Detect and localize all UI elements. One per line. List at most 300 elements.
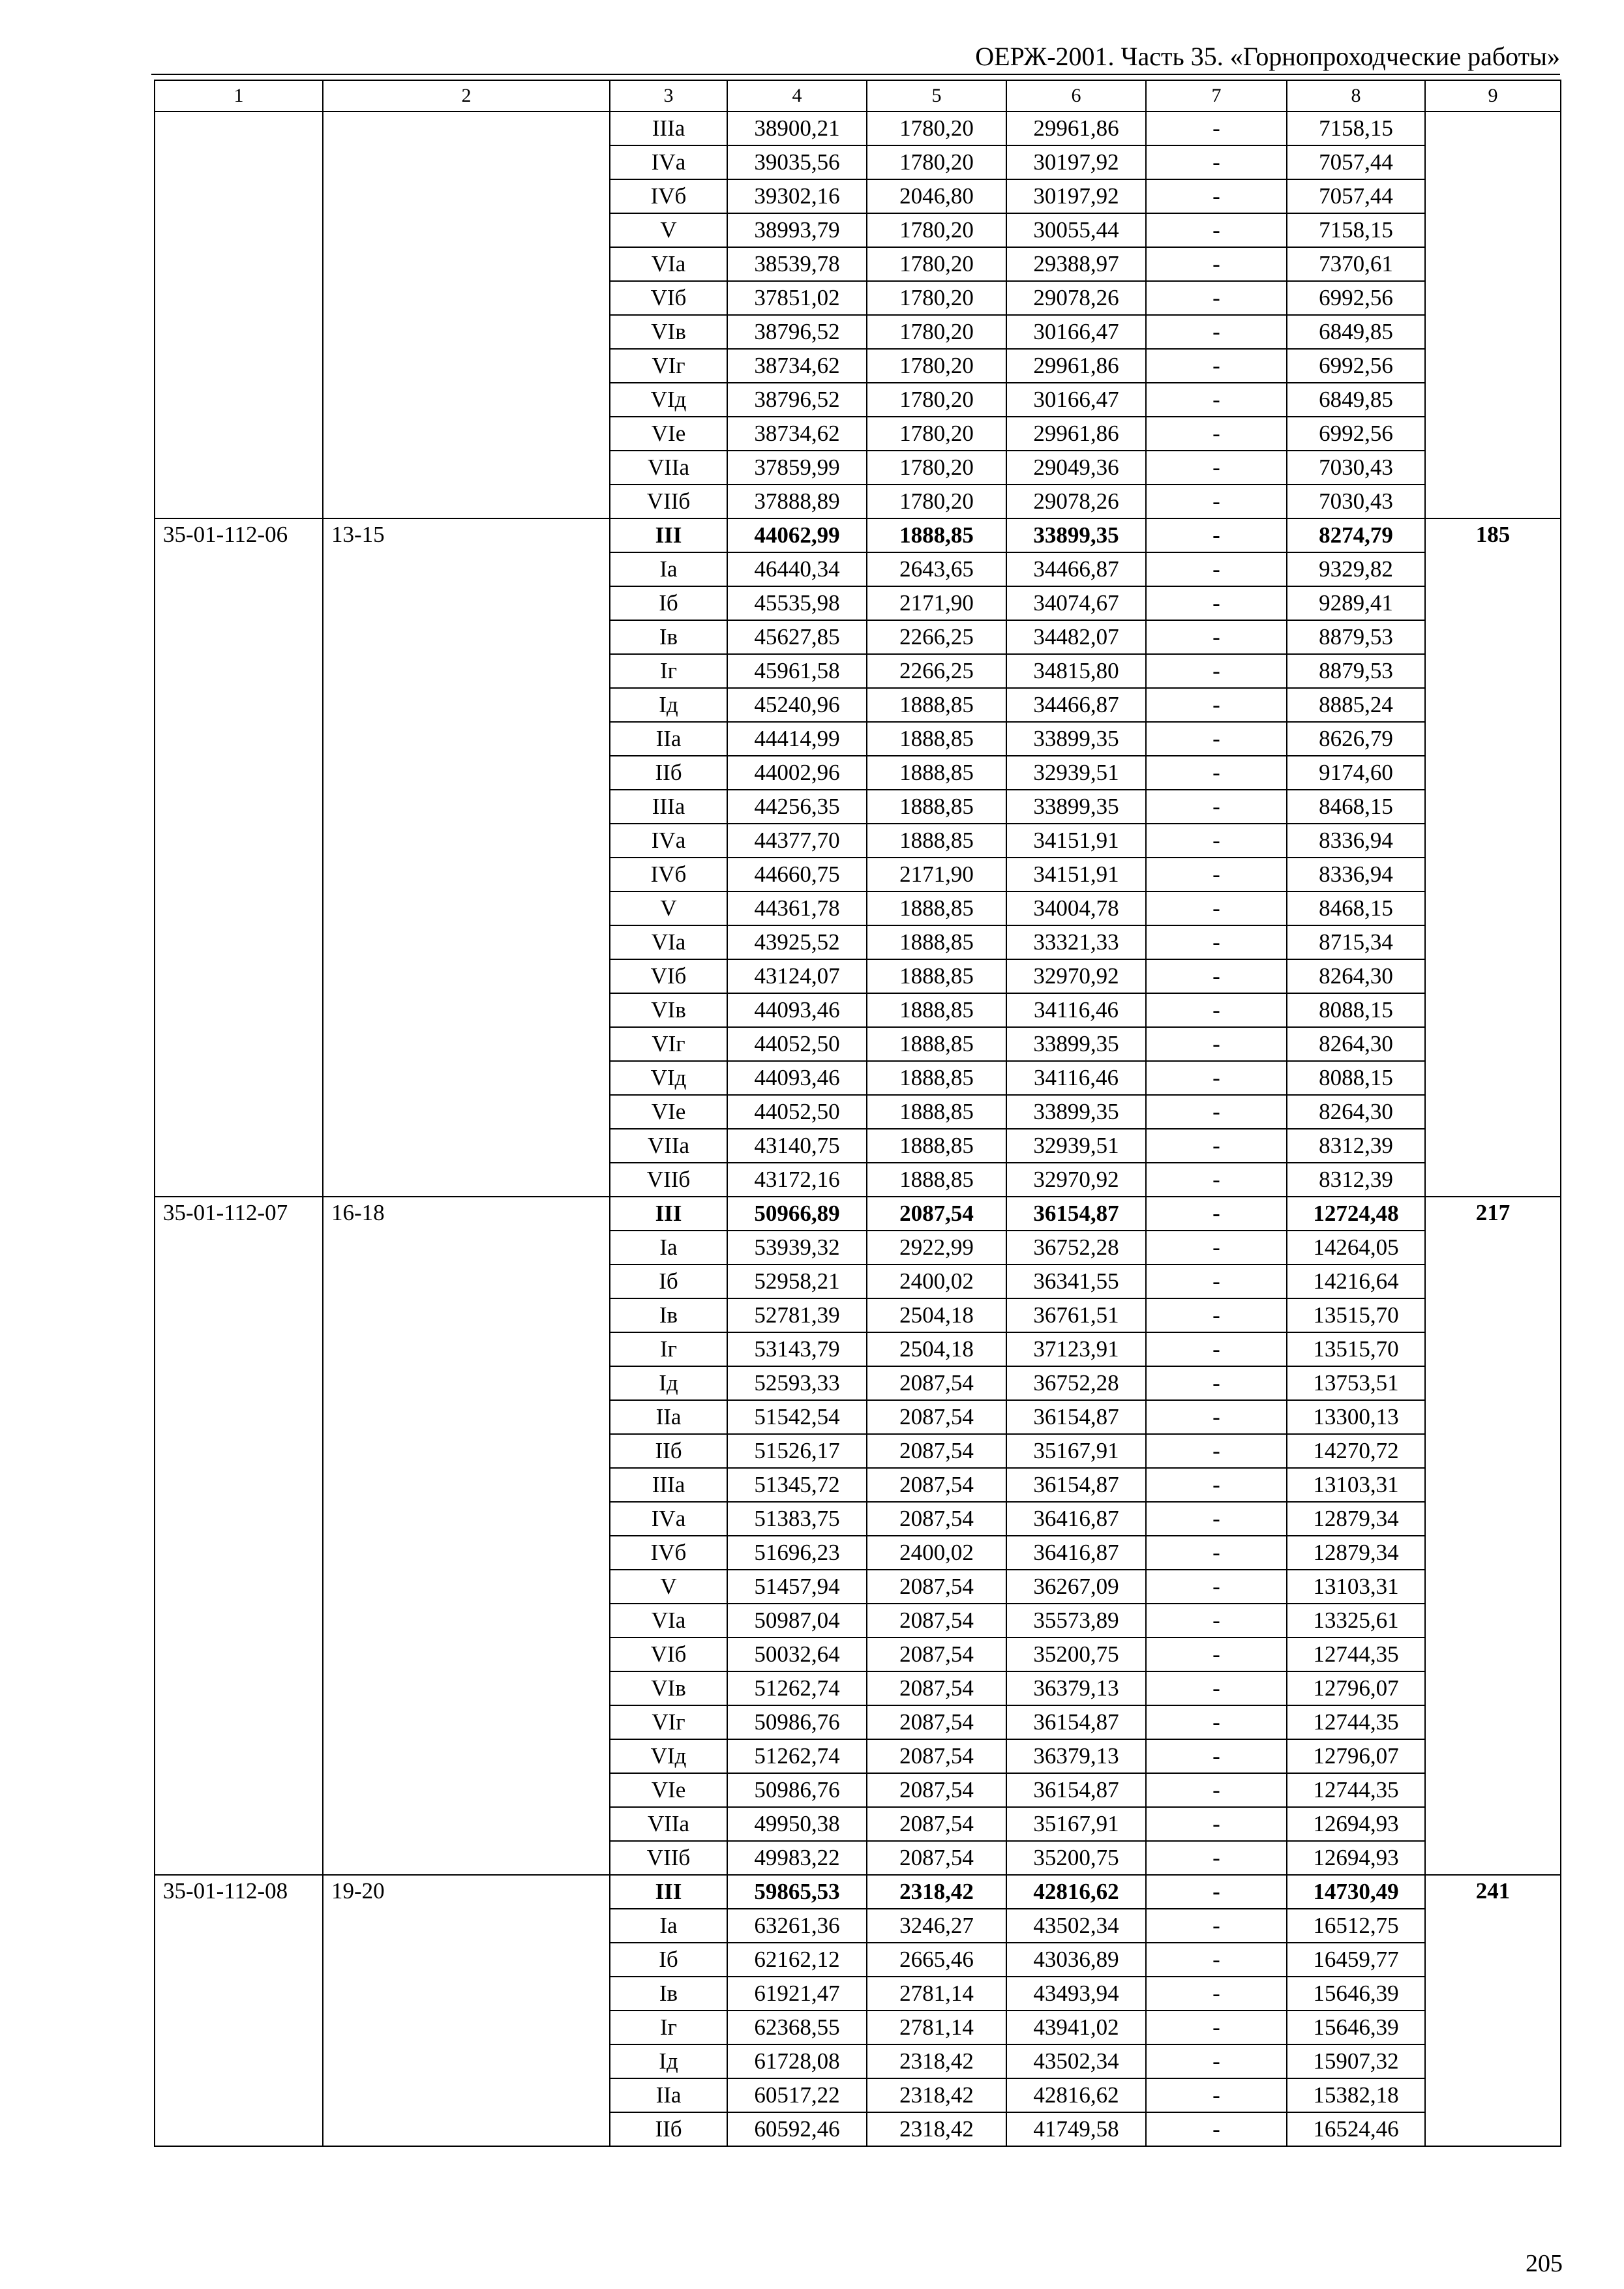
value-cell-col7: - <box>1146 1366 1287 1400</box>
column-number: 8 <box>1287 80 1425 112</box>
value-cell-col3: IVб <box>610 179 727 213</box>
rates-table-body <box>155 80 1561 2146</box>
value-cell-col3: VIIа <box>610 1129 727 1163</box>
value-cell-col6: 33321,33 <box>1006 925 1146 959</box>
value-cell-col3: Iв <box>610 1298 727 1332</box>
value-cell-col4: 51262,74 <box>727 1739 867 1773</box>
value-cell-col3: VIе <box>610 1095 727 1129</box>
range-cell <box>323 112 610 518</box>
value-cell-col7: - <box>1146 891 1287 925</box>
value-cell-col7: - <box>1146 620 1287 654</box>
value-cell-col5: 2781,14 <box>867 2011 1006 2044</box>
value-cell-col4: 62368,55 <box>727 2011 867 2044</box>
value-cell-col7: - <box>1146 722 1287 756</box>
value-cell-col8: 8715,34 <box>1287 925 1425 959</box>
value-cell-col5: 1888,85 <box>867 959 1006 993</box>
value-cell-col3: IIIа <box>610 112 727 145</box>
value-cell-col4: 60517,22 <box>727 2078 867 2112</box>
value-cell-col4: 62162,12 <box>727 1943 867 1977</box>
value-cell-col3: V <box>610 891 727 925</box>
value-cell-col8: 8088,15 <box>1287 993 1425 1027</box>
rate-code-cell: 35-01-112-07 <box>155 1197 323 1875</box>
value-cell-col5: 2400,02 <box>867 1264 1006 1298</box>
value-cell-col4: 37851,02 <box>727 281 867 315</box>
value-cell-col4: 61728,08 <box>727 2044 867 2078</box>
column9-cell <box>1425 112 1561 518</box>
value-cell-col8: 13515,70 <box>1287 1298 1425 1332</box>
value-cell-col6: 36752,28 <box>1006 1231 1146 1264</box>
value-cell-col3: VIа <box>610 247 727 281</box>
value-cell-col6: 33899,35 <box>1006 790 1146 824</box>
value-cell-col8: 13103,31 <box>1287 1570 1425 1604</box>
value-cell-col6: 36416,87 <box>1006 1536 1146 1570</box>
value-cell-col7: - <box>1146 485 1287 518</box>
value-cell-col6: 34116,46 <box>1006 1061 1146 1095</box>
value-cell-col6: 36154,87 <box>1006 1400 1146 1434</box>
value-cell-col3: Iд <box>610 2044 727 2078</box>
value-cell-col7: - <box>1146 2011 1287 2044</box>
rate-code-cell <box>155 112 323 518</box>
value-cell-col5: 2087,54 <box>867 1773 1006 1807</box>
value-cell-col7: - <box>1146 247 1287 281</box>
value-cell-col5: 2171,90 <box>867 858 1006 891</box>
value-cell-col7: - <box>1146 756 1287 790</box>
value-cell-col5: 1780,20 <box>867 383 1006 417</box>
value-cell-col5: 1888,85 <box>867 722 1006 756</box>
value-cell-col6: 43493,94 <box>1006 1977 1146 2011</box>
value-cell-col5: 1888,85 <box>867 1061 1006 1095</box>
value-cell-col5: 1780,20 <box>867 112 1006 145</box>
value-cell-col7: - <box>1146 383 1287 417</box>
value-cell-col8: 14264,05 <box>1287 1231 1425 1264</box>
value-cell-col7: - <box>1146 518 1287 552</box>
value-cell-col8: 12879,34 <box>1287 1502 1425 1536</box>
value-cell-col3: Iб <box>610 1943 727 1977</box>
value-cell-col5: 1888,85 <box>867 891 1006 925</box>
value-cell-col4: 44361,78 <box>727 891 867 925</box>
value-cell-col8: 8885,24 <box>1287 688 1425 722</box>
column-number: 7 <box>1146 80 1287 112</box>
value-cell-col5: 2781,14 <box>867 1977 1006 2011</box>
value-cell-col3: VIIа <box>610 1807 727 1841</box>
value-cell-col4: 43140,75 <box>727 1129 867 1163</box>
value-cell-col5: 1888,85 <box>867 688 1006 722</box>
value-cell-col6: 36154,87 <box>1006 1468 1146 1502</box>
value-cell-col7: - <box>1146 1773 1287 1807</box>
value-cell-col4: 46440,34 <box>727 552 867 586</box>
value-cell-col3: VIа <box>610 1604 727 1638</box>
value-cell-col3: IIIа <box>610 1468 727 1502</box>
rates-table <box>154 80 1561 2147</box>
value-cell-col7: - <box>1146 1095 1287 1129</box>
value-cell-col7: - <box>1146 1298 1287 1332</box>
value-cell-col6: 43036,89 <box>1006 1943 1146 1977</box>
value-cell-col5: 2087,54 <box>867 1807 1006 1841</box>
value-cell-col5: 2087,54 <box>867 1197 1006 1231</box>
value-cell-col4: 38734,62 <box>727 349 867 383</box>
value-cell-col3: Iа <box>610 1231 727 1264</box>
value-cell-col4: 49983,22 <box>727 1841 867 1875</box>
value-cell-col8: 12694,93 <box>1287 1807 1425 1841</box>
value-cell-col6: 34466,87 <box>1006 552 1146 586</box>
rate-code-cell: 35-01-112-06 <box>155 518 323 1197</box>
value-cell-col8: 8264,30 <box>1287 959 1425 993</box>
value-cell-col4: 44093,46 <box>727 1061 867 1095</box>
value-cell-col6: 35573,89 <box>1006 1604 1146 1638</box>
value-cell-col7: - <box>1146 179 1287 213</box>
column-number: 3 <box>610 80 727 112</box>
value-cell-col5: 2046,80 <box>867 179 1006 213</box>
value-cell-col7: - <box>1146 688 1287 722</box>
value-cell-col6: 30197,92 <box>1006 179 1146 213</box>
value-cell-col7: - <box>1146 1129 1287 1163</box>
value-cell-col4: 49950,38 <box>727 1807 867 1841</box>
value-cell-col3: IIб <box>610 1434 727 1468</box>
value-cell-col6: 34004,78 <box>1006 891 1146 925</box>
value-cell-col8: 8088,15 <box>1287 1061 1425 1095</box>
value-cell-col6: 36416,87 <box>1006 1502 1146 1536</box>
value-cell-col7: - <box>1146 552 1287 586</box>
value-cell-col6: 33899,35 <box>1006 1095 1146 1129</box>
value-cell-col6: 32939,51 <box>1006 756 1146 790</box>
value-cell-col8: 12879,34 <box>1287 1536 1425 1570</box>
value-cell-col4: 37888,89 <box>727 485 867 518</box>
value-cell-col5: 2922,99 <box>867 1231 1006 1264</box>
value-cell-col3: VIв <box>610 1671 727 1705</box>
value-cell-col7: - <box>1146 1570 1287 1604</box>
value-cell-col4: 51526,17 <box>727 1434 867 1468</box>
value-cell-col6: 32970,92 <box>1006 1163 1146 1197</box>
value-cell-col5: 1888,85 <box>867 1129 1006 1163</box>
value-cell-col7: - <box>1146 315 1287 349</box>
value-cell-col7: - <box>1146 1061 1287 1095</box>
value-cell-col6: 36752,28 <box>1006 1366 1146 1400</box>
value-cell-col8: 13515,70 <box>1287 1332 1425 1366</box>
value-cell-col4: 51383,75 <box>727 1502 867 1536</box>
column-number: 1 <box>155 80 323 112</box>
value-cell-col6: 36154,87 <box>1006 1705 1146 1739</box>
value-cell-col7: - <box>1146 1502 1287 1536</box>
value-cell-col7: - <box>1146 824 1287 858</box>
value-cell-col7: - <box>1146 1536 1287 1570</box>
value-cell-col7: - <box>1146 213 1287 247</box>
value-cell-col3: VIд <box>610 1061 727 1095</box>
value-cell-col7: - <box>1146 112 1287 145</box>
value-cell-col6: 42816,62 <box>1006 2078 1146 2112</box>
value-cell-col8: 13753,51 <box>1287 1366 1425 1400</box>
value-cell-col5: 1888,85 <box>867 1027 1006 1061</box>
value-cell-col5: 2087,54 <box>867 1638 1006 1671</box>
header-rule <box>151 74 1560 75</box>
value-cell-col8: 12744,35 <box>1287 1638 1425 1671</box>
value-cell-col7: - <box>1146 281 1287 315</box>
value-cell-col3: IIб <box>610 756 727 790</box>
value-cell-col7: - <box>1146 586 1287 620</box>
value-cell-col7: - <box>1146 1943 1287 1977</box>
value-cell-col3: VIIб <box>610 485 727 518</box>
value-cell-col3: VIб <box>610 281 727 315</box>
value-cell-col8: 9329,82 <box>1287 552 1425 586</box>
rate-code-cell: 35-01-112-08 <box>155 1875 323 2146</box>
value-cell-col6: 30166,47 <box>1006 383 1146 417</box>
value-cell-col8: 6849,85 <box>1287 383 1425 417</box>
value-cell-col6: 33899,35 <box>1006 722 1146 756</box>
value-cell-col7: - <box>1146 925 1287 959</box>
value-cell-col4: 45240,96 <box>727 688 867 722</box>
value-cell-col4: 38993,79 <box>727 213 867 247</box>
value-cell-col8: 14216,64 <box>1287 1264 1425 1298</box>
value-cell-col6: 34116,46 <box>1006 993 1146 1027</box>
value-cell-col4: 60592,46 <box>727 2112 867 2146</box>
value-cell-col6: 33899,35 <box>1006 1027 1146 1061</box>
value-cell-col3: VIв <box>610 993 727 1027</box>
value-cell-col8: 8264,30 <box>1287 1027 1425 1061</box>
value-cell-col5: 2665,46 <box>867 1943 1006 1977</box>
value-cell-col7: - <box>1146 451 1287 485</box>
value-cell-col6: 29078,26 <box>1006 281 1146 315</box>
value-cell-col3: Iв <box>610 1977 727 2011</box>
value-cell-col6: 29961,86 <box>1006 417 1146 451</box>
value-cell-col7: - <box>1146 959 1287 993</box>
value-cell-col5: 2171,90 <box>867 586 1006 620</box>
value-cell-col5: 2087,54 <box>867 1671 1006 1705</box>
value-cell-col4: 44256,35 <box>727 790 867 824</box>
value-cell-col6: 35200,75 <box>1006 1638 1146 1671</box>
value-cell-col8: 12744,35 <box>1287 1773 1425 1807</box>
value-cell-col4: 50966,89 <box>727 1197 867 1231</box>
value-cell-col4: 52958,21 <box>727 1264 867 1298</box>
table-row <box>155 1197 1561 1231</box>
value-cell-col7: - <box>1146 1705 1287 1739</box>
value-cell-col3: VIIб <box>610 1163 727 1197</box>
value-cell-col7: - <box>1146 1739 1287 1773</box>
value-cell-col5: 1780,20 <box>867 281 1006 315</box>
value-cell-col6: 34151,91 <box>1006 858 1146 891</box>
value-cell-col8: 8312,39 <box>1287 1129 1425 1163</box>
value-cell-col5: 1888,85 <box>867 824 1006 858</box>
value-cell-col3: VIе <box>610 1773 727 1807</box>
value-cell-col6: 30055,44 <box>1006 213 1146 247</box>
value-cell-col5: 2318,42 <box>867 2044 1006 2078</box>
value-cell-col8: 8879,53 <box>1287 620 1425 654</box>
value-cell-col3: VIа <box>610 925 727 959</box>
value-cell-col5: 2087,54 <box>867 1502 1006 1536</box>
value-cell-col4: 44414,99 <box>727 722 867 756</box>
value-cell-col5: 1888,85 <box>867 518 1006 552</box>
value-cell-col8: 16524,46 <box>1287 2112 1425 2146</box>
value-cell-col4: 51457,94 <box>727 1570 867 1604</box>
value-cell-col3: IVб <box>610 1536 727 1570</box>
value-cell-col3: III <box>610 518 727 552</box>
value-cell-col5: 2266,25 <box>867 620 1006 654</box>
value-cell-col4: 51696,23 <box>727 1536 867 1570</box>
value-cell-col5: 1780,20 <box>867 417 1006 451</box>
value-cell-col5: 2087,54 <box>867 1841 1006 1875</box>
value-cell-col8: 16512,75 <box>1287 1909 1425 1943</box>
column-number: 5 <box>867 80 1006 112</box>
value-cell-col8: 15646,39 <box>1287 2011 1425 2044</box>
value-cell-col7: - <box>1146 1841 1287 1875</box>
value-cell-col8: 9289,41 <box>1287 586 1425 620</box>
value-cell-col3: VIг <box>610 1705 727 1739</box>
value-cell-col8: 8468,15 <box>1287 891 1425 925</box>
page-header: ОЕРЖ-2001. Часть 35. «Горнопроходческие работы» <box>975 42 1560 71</box>
value-cell-col5: 2087,54 <box>867 1400 1006 1434</box>
value-cell-col5: 2087,54 <box>867 1604 1006 1638</box>
value-cell-col7: - <box>1146 145 1287 179</box>
value-cell-col6: 30197,92 <box>1006 145 1146 179</box>
value-cell-col6: 43502,34 <box>1006 2044 1146 2078</box>
value-cell-col3: V <box>610 213 727 247</box>
value-cell-col3: VIд <box>610 1739 727 1773</box>
value-cell-col4: 43124,07 <box>727 959 867 993</box>
value-cell-col7: - <box>1146 654 1287 688</box>
value-cell-col5: 1780,20 <box>867 349 1006 383</box>
value-cell-col8: 8626,79 <box>1287 722 1425 756</box>
value-cell-col3: IVа <box>610 145 727 179</box>
value-cell-col8: 12796,07 <box>1287 1671 1425 1705</box>
value-cell-col8: 8274,79 <box>1287 518 1425 552</box>
value-cell-col8: 8336,94 <box>1287 858 1425 891</box>
value-cell-col3: Iв <box>610 620 727 654</box>
value-cell-col4: 39302,16 <box>727 179 867 213</box>
value-cell-col3: Iд <box>610 1366 727 1400</box>
value-cell-col8: 13300,13 <box>1287 1400 1425 1434</box>
value-cell-col5: 2087,54 <box>867 1434 1006 1468</box>
value-cell-col7: - <box>1146 790 1287 824</box>
value-cell-col5: 1888,85 <box>867 756 1006 790</box>
value-cell-col7: - <box>1146 349 1287 383</box>
value-cell-col6: 34815,80 <box>1006 654 1146 688</box>
value-cell-col4: 44052,50 <box>727 1027 867 1061</box>
value-cell-col8: 16459,77 <box>1287 1943 1425 1977</box>
value-cell-col7: - <box>1146 1604 1287 1638</box>
value-cell-col4: 38796,52 <box>727 315 867 349</box>
value-cell-col3: Iд <box>610 688 727 722</box>
value-cell-col5: 2087,54 <box>867 1366 1006 1400</box>
value-cell-col7: - <box>1146 1163 1287 1197</box>
value-cell-col5: 1780,20 <box>867 485 1006 518</box>
value-cell-col8: 14270,72 <box>1287 1434 1425 1468</box>
value-cell-col6: 29961,86 <box>1006 349 1146 383</box>
value-cell-col4: 53143,79 <box>727 1332 867 1366</box>
value-cell-col6: 42816,62 <box>1006 1875 1146 1909</box>
value-cell-col3: VIб <box>610 959 727 993</box>
value-cell-col4: 52593,33 <box>727 1366 867 1400</box>
value-cell-col7: - <box>1146 858 1287 891</box>
value-cell-col4: 44002,96 <box>727 756 867 790</box>
value-cell-col4: 51542,54 <box>727 1400 867 1434</box>
value-cell-col4: 44052,50 <box>727 1095 867 1129</box>
value-cell-col4: 38900,21 <box>727 112 867 145</box>
value-cell-col3: V <box>610 1570 727 1604</box>
value-cell-col6: 36154,87 <box>1006 1197 1146 1231</box>
column-number: 9 <box>1425 80 1561 112</box>
value-cell-col4: 38734,62 <box>727 417 867 451</box>
value-cell-col6: 41749,58 <box>1006 2112 1146 2146</box>
value-cell-col5: 1780,20 <box>867 247 1006 281</box>
value-cell-col7: - <box>1146 1875 1287 1909</box>
value-cell-col7: - <box>1146 1909 1287 1943</box>
value-cell-col5: 2318,42 <box>867 2078 1006 2112</box>
value-cell-col7: - <box>1146 993 1287 1027</box>
column-number-row <box>155 80 1561 112</box>
value-cell-col6: 29388,97 <box>1006 247 1146 281</box>
range-cell: 19-20 <box>323 1875 610 2146</box>
column-number: 2 <box>323 80 610 112</box>
value-cell-col4: 44660,75 <box>727 858 867 891</box>
value-cell-col4: 45961,58 <box>727 654 867 688</box>
value-cell-col3: IIIа <box>610 790 727 824</box>
value-cell-col5: 2266,25 <box>867 654 1006 688</box>
value-cell-col3: VIд <box>610 383 727 417</box>
value-cell-col5: 2087,54 <box>867 1705 1006 1739</box>
value-cell-col3: IVб <box>610 858 727 891</box>
value-cell-col3: VIIб <box>610 1841 727 1875</box>
page-number: 205 <box>1526 2250 1563 2277</box>
value-cell-col7: - <box>1146 1807 1287 1841</box>
value-cell-col6: 35200,75 <box>1006 1841 1146 1875</box>
value-cell-col8: 6992,56 <box>1287 281 1425 315</box>
value-cell-col6: 35167,91 <box>1006 1434 1146 1468</box>
value-cell-col8: 9174,60 <box>1287 756 1425 790</box>
value-cell-col4: 50986,76 <box>727 1773 867 1807</box>
value-cell-col8: 14730,49 <box>1287 1875 1425 1909</box>
value-cell-col3: Iг <box>610 1332 727 1366</box>
value-cell-col7: - <box>1146 1638 1287 1671</box>
value-cell-col3: IIа <box>610 2078 727 2112</box>
value-cell-col8: 15646,39 <box>1287 1977 1425 2011</box>
value-cell-col6: 33899,35 <box>1006 518 1146 552</box>
value-cell-col6: 34151,91 <box>1006 824 1146 858</box>
range-cell: 16-18 <box>323 1197 610 1875</box>
value-cell-col6: 32939,51 <box>1006 1129 1146 1163</box>
value-cell-col3: VIе <box>610 417 727 451</box>
value-cell-col8: 13325,61 <box>1287 1604 1425 1638</box>
value-cell-col4: 50032,64 <box>727 1638 867 1671</box>
value-cell-col3: VIб <box>610 1638 727 1671</box>
value-cell-col4: 44062,99 <box>727 518 867 552</box>
value-cell-col7: - <box>1146 1027 1287 1061</box>
value-cell-col3: IIа <box>610 1400 727 1434</box>
value-cell-col8: 6992,56 <box>1287 349 1425 383</box>
value-cell-col7: - <box>1146 2078 1287 2112</box>
value-cell-col8: 7057,44 <box>1287 179 1425 213</box>
value-cell-col4: 39035,56 <box>727 145 867 179</box>
value-cell-col8: 8312,39 <box>1287 1163 1425 1197</box>
value-cell-col6: 43941,02 <box>1006 2011 1146 2044</box>
value-cell-col8: 15382,18 <box>1287 2078 1425 2112</box>
value-cell-col6: 36341,55 <box>1006 1264 1146 1298</box>
column9-cell: 185 <box>1425 518 1561 1197</box>
value-cell-col5: 1888,85 <box>867 1163 1006 1197</box>
value-cell-col3: Iа <box>610 552 727 586</box>
value-cell-col7: - <box>1146 417 1287 451</box>
value-cell-col4: 38539,78 <box>727 247 867 281</box>
value-cell-col5: 2087,54 <box>867 1468 1006 1502</box>
value-cell-col7: - <box>1146 1468 1287 1502</box>
value-cell-col8: 8264,30 <box>1287 1095 1425 1129</box>
value-cell-col8: 8336,94 <box>1287 824 1425 858</box>
value-cell-col3: IIб <box>610 2112 727 2146</box>
value-cell-col4: 59865,53 <box>727 1875 867 1909</box>
value-cell-col7: - <box>1146 1264 1287 1298</box>
value-cell-col6: 36267,09 <box>1006 1570 1146 1604</box>
value-cell-col5: 3246,27 <box>867 1909 1006 1943</box>
value-cell-col8: 7158,15 <box>1287 112 1425 145</box>
value-cell-col8: 6849,85 <box>1287 315 1425 349</box>
value-cell-col8: 7030,43 <box>1287 451 1425 485</box>
